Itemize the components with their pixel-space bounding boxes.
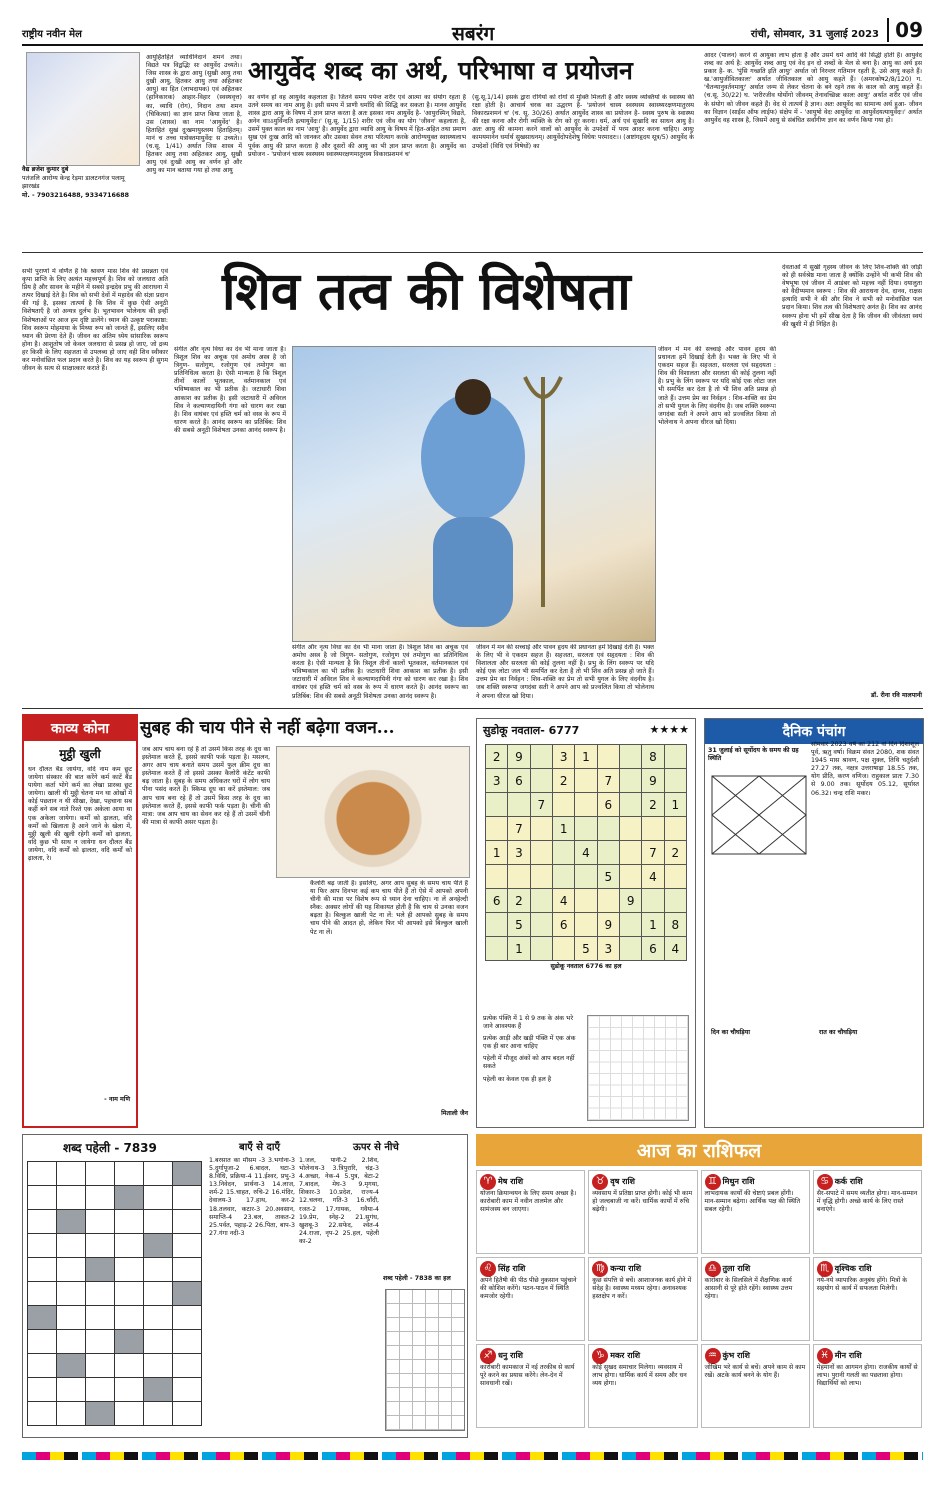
crossword-cell[interactable]	[115, 1378, 144, 1402]
zodiac-card	[476, 1344, 585, 1428]
paper-name: राष्ट्रीय नवीन मेल	[22, 29, 82, 40]
sudoku-cell[interactable]	[619, 769, 641, 793]
poem-body: धन दौलत बैंड जायेगा, वदि नाम कम छूट जायेगा संस्कार की बात करेंगे कर्म काटें बैंड पायेगा कर्ता भोगे कर्म का लेखा प्रारब्ध छूट जायेगा। खाली थी मुट्ठी चेतना मन था ओखों में कोई पछतान न थी सीखा, देखा, पहचाना सब कहीं बने सब नाते रिश्ते एक अकेला आया था एक अकेला जायेगा। कर्मों को ढ़ालता, वदि कर्मों को खिलाता है आने जाने के खेला में, मुट्ठी खुली की खुली रहेगी कर्मों को ढ़ालता, वदि कुछ भी साथ न जायेगा धन दौलत बैंड जायेगा, वदि कर्मों को ढ़ालता, वदि कर्मों को ढ़ालता, रे।	[28, 766, 132, 863]
crossword-row	[28, 1330, 202, 1354]
crossword-cell[interactable]	[173, 1402, 202, 1426]
crossword-cell[interactable]	[28, 1378, 57, 1402]
crossword-cell[interactable]	[86, 1258, 115, 1282]
poem-title: मुट्ठी खुली	[59, 747, 101, 761]
sudoku-cell[interactable]	[552, 937, 574, 961]
zodiac-name-text: कर्क राशि	[834, 1177, 863, 1186]
crossword-cell[interactable]	[86, 1378, 115, 1402]
zodiac-text: सैर-सपाटे में समय व्यतीत होगा। मान-सम्मान में वृद्धि होगी। अच्छे कार्य के लिए रास्ते बनाएंगे।	[816, 1190, 918, 1214]
zodiac-name	[592, 1261, 693, 1277]
sudoku-cell[interactable]	[597, 817, 619, 841]
zodiac-name-text: कन्या राशि	[610, 1264, 642, 1273]
choghadiya-night: रात का चौघड़िया	[819, 1029, 858, 1036]
sudoku-cell[interactable]	[664, 769, 686, 793]
sudoku-cell[interactable]	[575, 913, 597, 937]
crossword-box	[22, 1134, 468, 1438]
sudoku-cell[interactable]: 7	[642, 841, 664, 865]
sudoku-cell[interactable]	[575, 793, 597, 817]
zodiac-text: अपने हितैषी की पीठ पीछे नुकसान पहुंचाने की कोशिश करेंगे। पठन-पाठन में स्थिति कमजोर रहेगी।	[480, 1277, 577, 1301]
sudoku-cell[interactable]: 6	[642, 937, 664, 961]
sudoku-cell[interactable]	[552, 841, 574, 865]
sudoku-rule: पहेली का केवल एक ही हल है	[483, 1075, 552, 1083]
sudoku-cell[interactable]	[486, 793, 508, 817]
sudoku-cell[interactable]	[508, 865, 530, 889]
zodiac-name-text: मेष राशि	[498, 1177, 524, 1186]
crossword-row	[28, 1258, 202, 1282]
color-bar	[22, 1452, 923, 1460]
sudoku-cell[interactable]	[575, 865, 597, 889]
zodiac-icon: ♑	[592, 1348, 608, 1364]
zodiac-text: कुछ संपत्ति से बचें। आशाजनक कार्य होने में संदेह है। स्वास्थ्य मध्यम रहेगा। अनावश्यक हस्तक्षेप न करें।	[592, 1277, 692, 1301]
crossword-cell[interactable]	[57, 1210, 86, 1234]
dateline: रांची, सोमवार, 31 जुलाई 2023	[750, 29, 879, 40]
zodiac-card	[476, 1170, 585, 1254]
zodiac-card	[701, 1170, 810, 1254]
sudoku-cell[interactable]	[486, 937, 508, 961]
zodiac-icon: ♐	[480, 1348, 496, 1364]
down-clues: 1.जल, पानी-2 2.शिव, भोलेनाथ-3 3.त्रिपुरारि, चंद्र-3 4.अच्छा, नेक-4 5.पुत्र, बेटा-2 7.बादल, मेघ-3 9.मृगया, शिकार-3 10.प्रदेश, राज्य-4 12.चलना, गति-3 16.चाँदी, रजत-2 17.गायक, गवैया-4 19.प्रेम, स्नेह-2 21.सुगंध, खुशबू-3 22.सफेद, श्वेत-4 24.राजा, नृप-2 25.हल, पहेली का-2	[299, 1157, 379, 1245]
zodiac-name-text: मकर राशि	[610, 1351, 641, 1360]
sudoku-row	[486, 793, 687, 817]
shiva-title: शिव तत्व की विशेषता	[222, 261, 631, 322]
sudoku-cell[interactable]: 6	[552, 913, 574, 937]
sudoku-cell[interactable]	[486, 913, 508, 937]
zodiac-icon: ♈	[480, 1174, 496, 1190]
author-name: वैद्य ब्रजेश कुमार दुबे	[22, 166, 69, 173]
choghadiya-day: दिन का चौघड़िया	[711, 1029, 750, 1036]
sudoku-title-text: सुडोकू नवताल- 6777	[483, 724, 580, 737]
tea-col-2: कैलोरी बढ़ जाती है। इसलिए, अगर आप सुबह के समय चाय पीते हैं या फिर आप दिनभर कई कप चाय पीते हैं तो ऐसे में आपको अपनी चीनी की मात्रा पर विशेष रूप से ध्यान देना चाहिए। ना लें अनहेल्दी स्नैक: अक्सर लोगों की यह शिकायत होती है कि चाय से उनका वजन बढ़ता है। बिल्कुल खाली पेट ना लें: भले ही आपको सुबह के समय चाय पीने की आदत हो, लेकिन फिर भी आपको इसे बिल्कुल खाली पेट ना लें।	[310, 880, 468, 936]
shiva-col-3b: जीवन में मन की सच्चाई और पावन हृदय की प्रधानता हमें दिखाई देती है। भक्त के लिए भी वे एकदम सहज हैं। सहजता, सरलता एवं सहृदयता : शिव की विशालता और सरलता की कोई तुलना नहीं है। प्रभु के लिंग स्वरूप पर यदि कोई एक लोटा जल भी समर्पित कर देता है तो भी शिव अति प्रसन्न हो जाते हैं। उत्तम प्रेम का निर्वहन : शिव-शक्ति का प्रेम तो सभी युगल के लिए वंदनीय है। जब शक्ति स्वरूपा जगदंबा सती ने अपने आप को प्रज्वलित किया तो भोलेनाथ ने अपना धीरज खो दिया।	[476, 644, 654, 700]
sudoku-cell[interactable]	[508, 793, 530, 817]
sudoku-cell[interactable]: 2	[508, 889, 530, 913]
sudoku-cell[interactable]	[664, 889, 686, 913]
crossword-cell[interactable]	[115, 1330, 144, 1354]
crossword-cell[interactable]	[115, 1306, 144, 1330]
sudoku-cell[interactable]	[619, 865, 641, 889]
ayurveda-col-1: आयुर्हितहितं व्याधिनिदानं शमनं तथा। विद्यते यत्र विद्वद्भिः सः आयुर्वेद उच्यते।। जिस शास्त्र के द्वारा आयु (सुखी आयु तथा दुखी आयु, हितकर आयु तथा अहितकर आयु) का हित (लाभदायक) एवं अहितकर (हानिकारक) आहार-विहार (स्वस्थवृत्त) का, व्याधि (रोग), निदान तथा शमन (चिकित्सा) का ज्ञान प्राप्त किया जाता है, उस (शास्त्र) का नाम 'आयुर्वेद' है। हिताहितं सुखं दुःखमायुस्तस्य हिताहितम्। मानं च तच्च यत्रोक्तमायुर्वेदः स उच्यते।। (च.सू. 1/41) अर्थात जिस शास्त्र में हितकर आयु तथा अहितकर आयु, सुखी आयु एवं दुःखी आयु का वर्णन हो और आयु का मान बताया गया हो तथा आयु	[146, 54, 242, 175]
zodiac-name	[705, 1348, 806, 1364]
sudoku-cell[interactable]: 3	[597, 937, 619, 961]
panchang-text: सोमवार 2023 वर्ष का 212 वां दिन दिशाशूल पूर्व, ऋतु वर्षा। विक्रम संवत 2080, शक संवत 1945 मास श्रावण, पक्ष शुक्ल, तिथि चतुर्दशी 27.27 तक, नक्षत्र उत्तराषाढ़ा 18.55 तक, योग प्रीति, करण वणिज। राहुकाल प्रातः 7.30 से 9.00 तक। सूर्योदय 05.12, सूर्यास्त 06.32। चन्द्र राशि मकर।	[811, 741, 919, 797]
crossword-cell[interactable]	[144, 1282, 173, 1306]
sudoku-cell[interactable]: 6	[508, 769, 530, 793]
ayurveda-col-2: का वर्णन हो वह आयुर्वेद कहलाता है। जितने समय पर्यन्त शरीर एवं आत्मा का संयोग रहता है उतने समय का नाम आयु है। इसी समय में प्राणी धर्मादि की सिद्धि कर सकता है। मानव आयुर्वेद शास्त्र द्वारा आयु के विषय में ज्ञान प्राप्त करता है अतः इसका नाम आयुर्वेद है- 'आयुरस्मिन् विद्यते, अनेन वाऽऽयुर्विन्दति इत्यायुर्वेदः।' (सु.सू. 1/15) शरीर एवं जीव का योग 'जीवन' कहलाता है, उसमें युक्त काल का नाम 'आयु' है। आयुर्वेद द्वारा व्याधि आयु के विषय में हित-अहित तथा प्रमाण सुख एवं दुःख आदि को जानकर और उसका सेवन तथा परित्याग करके आरोग्ययुक्त स्वास्थ्यलाभ पूर्वक आयु की प्राप्त करता है और दूसरों की आयु का भी ज्ञान प्राप्त करता है। आयुर्वेद का प्रयोजन - 'प्रयोजनं चास्य स्वस्थस्य स्वास्थ्यरक्षणमातुरस्य विकारप्रशमनं च'	[248, 94, 466, 158]
crossword-cell[interactable]	[115, 1234, 144, 1258]
sudoku-cell[interactable]	[619, 817, 641, 841]
zodiac-card	[813, 1170, 922, 1254]
zodiac-name	[817, 1261, 918, 1277]
crossword-cell[interactable]	[115, 1402, 144, 1426]
rashifal-box	[476, 1134, 922, 1436]
zodiac-name-text: कुंभ राशि	[722, 1351, 750, 1360]
crossword-cell[interactable]	[173, 1258, 202, 1282]
shiva-col-4: देवताओं में सुखी गृहस्थ जीवन के लिए शिव-शक्ति की जोड़ी को ही सर्वश्रेष्ठ माना जाता है क्योंकि उन्होंने भी कभी शिव की वेषभूषा एवं जीवन में आडंबर को महत्त्व नहीं दिया। दयालुता को वैदीप्यमान स्वरूप : शिव की आराधना देव, दानव, राक्षस इत्यादि सभी ने की और शिव ने सभी को मनोवांछित फल प्रदान किया। शिव तत्व की विशेषताएं अनंत है। शिव का आनंद स्वरूप होना भी हमें सीख देता है कि जीवन की जीवंतता स्वयं की खुशी में ही निहित है।	[782, 264, 922, 328]
crossword-cell[interactable]	[173, 1162, 202, 1186]
zodiac-icon: ♎	[705, 1261, 721, 1277]
tea-title: सुबह की चाय पीने से नहीं बढ़ेगा वजन...	[140, 718, 395, 738]
zodiac-name-text: मिथुन राशि	[722, 1177, 755, 1186]
zodiac-text: योजना क्रियान्वयन के लिए समय अच्छा है। कारोबारी काम में नवीन तालमेल और सामंजस्य बन जाएगा।	[480, 1190, 577, 1214]
zodiac-icon: ♉	[592, 1174, 608, 1190]
sudoku-cell[interactable]: 1	[575, 745, 597, 769]
crossword-cell[interactable]	[86, 1162, 115, 1186]
crossword-cell[interactable]	[144, 1186, 173, 1210]
sudoku-cell[interactable]: 5	[508, 913, 530, 937]
shiva-col-2: संगीत और नृत्य विधा का देव भी माना जाता है। त्रिशूल शिव का अचूक एवं अमोघ अस्त्र है जो त्रिगुण- सतोगुण, रजोगुण एवं तमोगुण का प्रतिनिधित्व करता है। ऐसी मान्यता है कि त्रिशूल तीनों कालों भूतकाल, वर्तमानकाल एवं भविष्यकाल का भी प्रतीक है। जटाधारी शिवा आकाश का प्रतीक है। इसी जटाधारी में अविरल शिव ने कल्याणदायिनी गंगा को धारण कर रखा है। शिव वाघंबर एवं हस्ति चर्म को वस्त्र के रूप में धारण करते है। आनंद स्वरूप का प्रतिबिंब: शिव की सबसे अनूठी विशेषता उनका आनंद स्वरूप है।	[174, 346, 286, 434]
tea-col-1: जब आप चाय बना रहे हैं तो उसमें किस तरह के दूध का इस्तेमाल करते हैं, इससे काफी फर्क पड़ता है। मसलन, अगर आप चाय बनाते समय उसमें फुल क्रीम दूध का इस्तेमाल करते हैं तो इससे उसका कैलोरी कंटेंट काफी बढ़ जाता है। सुबह के समय अधिकतर घरों में लोग चाय पीना पसंद करते हैं। स्किम्ड दूध का करें इस्तेमाल: जब आप चाय बना रहे हैं तो उसमें किस तरह के दूध का इस्तेमाल करते हैं, इससे काफी फर्क पड़ता है। चीनी की मात्रा: जब आप चाय का सेवन कर रहे हैं तो उसमें चीनी की मात्रा से काफी असर पड़ता है।	[142, 746, 270, 826]
sudoku-cell[interactable]	[530, 817, 552, 841]
sudoku-cell[interactable]	[664, 817, 686, 841]
sudoku-cell[interactable]: 5	[597, 865, 619, 889]
zodiac-text: लाभदायक कार्यों की चेष्टाएं प्रबल होंगी। मान-सम्मान बढ़ेगा। आर्थिक पक्ष की स्थिति सबल रहेगी।	[704, 1190, 801, 1214]
sudoku-row	[486, 817, 687, 841]
sudoku-cell[interactable]	[530, 937, 552, 961]
crossword-row	[28, 1186, 202, 1210]
crossword-cell[interactable]	[173, 1210, 202, 1234]
crossword-row	[28, 1378, 202, 1402]
sudoku-rules	[483, 1015, 579, 1084]
sudoku-cell[interactable]	[486, 817, 508, 841]
crossword-cell[interactable]	[173, 1330, 202, 1354]
sudoku-cell[interactable]	[486, 865, 508, 889]
zodiac-name	[480, 1348, 581, 1364]
across-title: बाएँ से दाएँ	[239, 1142, 280, 1153]
crossword-grid[interactable]	[27, 1161, 202, 1426]
sudoku-cell[interactable]: 4	[575, 841, 597, 865]
crossword-row	[28, 1354, 202, 1378]
masthead	[22, 18, 923, 46]
crossword-cell[interactable]	[57, 1402, 86, 1426]
shiva-col-1: सभी पुराणों में वर्णित है कि श्रावण मास शिव की प्रसन्नता एवं कृपा प्राप्ति के लिए अत्यंत महत्त्वपूर्ण है। शिव को जलधारा अति प्रिय है और सावन के महीने में सबसे इन्द्रदेव प्रभु की आराधना में तत्पर दिखाई देते है। शिव को सभी देवों में महादेव की संज्ञा प्रदान की गई है, इसका तात्पर्य है कि शिव में कुछ ऐसी अनूठी विशेषताएँ है जो अन्यत्र दुर्लभ है। भूतभावन भोलेनाथ की इन्हीं विशेषताओं पर आज हम दृष्टि डालेंगे। ध्यान की उत्कृष्ट पराकाष्ठा: शिव स्वरूप मोहमाया के मिथ्या रूप को जानते हैं, इसलिए सदैव ध्यान की प्रेरणा देते हैं। जीवन का अंतिम ध्येय सांसारिक स्वरूप होना है। आशुतोष जो केवल जलधारा से प्रसन्न हो जाए, जो द्रव्य हर किसी के लिए सहजता से उपलब्ध हो जाए वही शिव स्वीकार कर मनोवांछित फल प्रदान करते है। शिव का यह स्वरूप ही सुगम जीवन के सत्य से साक्षात्कार कराते हैं।	[22, 268, 168, 373]
zodiac-card	[588, 1170, 697, 1254]
sudoku-cell[interactable]: 4	[664, 937, 686, 961]
panchang-title: दैनिक पंचांग	[705, 719, 923, 744]
ayurveda-col-4: आदर (पालन) करने से आयुका लाभ होता है और उसमें धर्म आदि की सिद्धी होती है। आयुर्वेद शब्द का अर्थ है: आयुर्वेद शब्द आयु एवं वेद इन दो शब्दों के मेल से बना है। आयु का अर्थ इस प्रकार है- क. 'पुंसि गच्छति इति आयुः' अर्थात जो निरन्तर गतिमान रहती है, उसे आयु कहते हैं। ख.'आयुजीवितकालः' अर्थात जीवितकाल को आयु कहते हैं। (अमरकोष2/8/120) ग. 'चैतन्यानुवर्तनमायुः' अर्थात जन्म से लेकर चेतना के बने रहने तक के काल को आयु कहते हैं। (च.सू. 30/22) घ. 'शरीरजीव योर्योगो जीवनम् तेनावच्छिन्नः कालः आयुः' अर्थात शरीर एवं जीव के संयोग को जीवन कहते हैं। वेद से तात्पर्य है ज्ञान। अतः आयुर्वेद का सामान्य अर्थ हुआ- जीवन का विज्ञान (साईंस ऑफ लाईफ) संक्षेप में - 'आयुषो वेदः आयुर्वेदः वा आयुर्वेदयत्यायुर्वेदः।' अर्थात आयुर्वेद वह शास्त्र है, जिसमें आयु से संबंधित सर्वांगीण ज्ञान का वर्णन किया गया हो।	[704, 52, 922, 124]
sudoku-rule: प्रत्येक आड़ी और खड़ी पंक्ति में एक अंक एक ही बार आना चाहिए	[483, 1035, 576, 1051]
zodiac-grid	[476, 1170, 922, 1428]
sudoku-cell[interactable]	[664, 745, 686, 769]
zodiac-name-text: तुला राशि	[722, 1264, 751, 1273]
sudoku-cell[interactable]	[619, 913, 641, 937]
crossword-cell[interactable]	[28, 1258, 57, 1282]
sudoku-level: ★★★★	[649, 723, 689, 736]
zodiac-icon: ♌	[480, 1261, 496, 1277]
crossword-cell[interactable]	[115, 1162, 144, 1186]
crossword-cell[interactable]	[173, 1282, 202, 1306]
page-number: 09	[887, 18, 923, 42]
crossword-cell[interactable]	[115, 1282, 144, 1306]
crossword-cell[interactable]	[28, 1330, 57, 1354]
sudoku-cell[interactable]	[642, 817, 664, 841]
zodiac-icon: ♍	[592, 1261, 608, 1277]
crossword-answer-grid	[385, 1289, 465, 1431]
crossword-cell[interactable]	[86, 1282, 115, 1306]
sudoku-cell[interactable]: 8	[642, 745, 664, 769]
crossword-row	[28, 1210, 202, 1234]
across-clues: 1.बरसात का मौसम -3 3.भगोना-3 5.दुर्गापूजा-2 6.बादल, घटा-3 8.विधि, प्रक्रिया-4 11.ईश्वर, प्रभु-3 13.निवेदन, प्रार्थना-3 14.लाज, शर्म-2 15.चाहत, रुचि-2 16.मंदिर, देवालय-3 17.हाथ, कर-2 18.तलवार, कटार-3 20.अवसान, समाप्ति-4 23.बल, ताकत-2 25.पर्वत, पहाड़-2 26.पिता, बाप-3 27.गंगा नदी-3	[209, 1157, 295, 1237]
sudoku-row	[486, 865, 687, 889]
sudoku-cell[interactable]	[530, 913, 552, 937]
crossword-cell[interactable]	[28, 1210, 57, 1234]
crossword-row	[28, 1306, 202, 1330]
sudoku-grid[interactable]	[485, 744, 687, 961]
crossword-cell[interactable]	[86, 1402, 115, 1426]
sudoku-cell[interactable]: 3	[552, 745, 574, 769]
sudoku-cell[interactable]: 1	[642, 913, 664, 937]
poem-author: - नाम मणि	[104, 1096, 130, 1103]
sudoku-cell[interactable]: 4	[642, 865, 664, 889]
zodiac-text: नये-नये व्यापारिक अनुबंध होंगे। मित्रों के सहयोग से कार्य में सफलता मिलेगी।	[816, 1277, 908, 1293]
sudoku-cell[interactable]	[642, 889, 664, 913]
sudoku-cell[interactable]: 7	[530, 793, 552, 817]
crossword-title: शब्द पहेली - 7839	[63, 1141, 157, 1155]
crossword-cell[interactable]	[57, 1282, 86, 1306]
crossword-cell[interactable]	[57, 1186, 86, 1210]
poem-header: काव्य कोना	[24, 716, 136, 741]
zodiac-name-text: मीन राशि	[834, 1351, 862, 1360]
sudoku-cell[interactable]	[575, 769, 597, 793]
crossword-cell[interactable]	[57, 1330, 86, 1354]
crossword-cell[interactable]	[173, 1378, 202, 1402]
sudoku-rule: पहेली में मौजूद अंकों को आप बदल नहीं सकते	[483, 1055, 575, 1071]
sudoku-cell[interactable]: 2	[486, 745, 508, 769]
crossword-cell[interactable]	[57, 1258, 86, 1282]
sudoku-answer-grid	[587, 1015, 689, 1121]
crossword-cell[interactable]	[173, 1186, 202, 1210]
sudoku-rule: प्रत्येक पंक्ति में 1 से 9 तक के अंक भरे जाने आवश्यक हैं	[483, 1015, 574, 1031]
sudoku-row	[486, 769, 687, 793]
zodiac-icon: ♏	[817, 1261, 833, 1277]
sudoku-cell[interactable]	[530, 745, 552, 769]
sudoku-cell[interactable]: 5	[575, 937, 597, 961]
panchang-subtitle: 31 जुलाई को सूर्योदय के समय की ग्रह स्थिति	[708, 747, 799, 763]
zodiac-card	[701, 1344, 810, 1428]
sudoku-cell[interactable]: 8	[664, 913, 686, 937]
sudoku-cell[interactable]: 1	[552, 817, 574, 841]
zodiac-name-text: धनु राशि	[498, 1351, 524, 1360]
divider	[22, 252, 923, 253]
zodiac-icon: ♋	[817, 1174, 833, 1190]
crossword-cell[interactable]	[28, 1234, 57, 1258]
tea-image	[276, 746, 470, 878]
zodiac-icon: ♊	[705, 1174, 721, 1190]
crossword-cell[interactable]	[144, 1402, 173, 1426]
divider	[22, 708, 923, 709]
crossword-cell[interactable]	[86, 1210, 115, 1234]
sudoku-box	[476, 718, 696, 1128]
sudoku-cell[interactable]: 2	[664, 841, 686, 865]
sudoku-cell[interactable]: 6	[486, 889, 508, 913]
sudoku-cell[interactable]: 4	[552, 889, 574, 913]
crossword-cell[interactable]	[28, 1162, 57, 1186]
sudoku-cell[interactable]	[575, 889, 597, 913]
crossword-cell[interactable]	[144, 1162, 173, 1186]
crossword-row	[28, 1402, 202, 1426]
crossword-cell[interactable]	[144, 1210, 173, 1234]
ayurveda-col-3: (सु.सू.1/14) इसके द्वारा रोगियों को रोगों से मुक्ति मिलती है और स्वस्थ व्यक्तियों के स्वास्थ्य की रक्षा होती है। आचार्य चरक का उद्धरण है- 'प्रयोजनं चास्य स्वस्थस्य स्वास्थ्यरक्षणमातुरस्य विकारप्रशमनं च' (च. सू. 30/26) अर्थात आयुर्वेद शास्त्र का प्रयोजन है- स्वस्थ पुरुष के स्वास्थ्य की रक्षा करना और रोगी व्यक्ति के रोग को दूर करना। धर्म, अर्थ एवं सुखादि का साधन आयु है। अतः आयु की कामना करने वालों को आयुर्वेद के उपदेशों में परम आदर करना चाहिए। आयुः कामयमानेन धर्मार्थ सुखसाधनम्। आयुर्वेदोपदेशेषु विधेयः परमादरः।। (अष्टांगहृदय सूत्र/5) आयुर्वेद के उपदेशों (विधि एवं निषेधों) का	[472, 94, 694, 150]
crossword-cell[interactable]	[115, 1354, 144, 1378]
sudoku-row	[486, 937, 687, 961]
crossword-row	[28, 1234, 202, 1258]
crossword-cell[interactable]	[115, 1186, 144, 1210]
zodiac-text: मेहमानों का आगमन होगा। राजकीय कार्यों से लाभ। पुरानी गलती का पछतावा होगा। विद्यार्थियों को लाभ।	[816, 1364, 918, 1388]
sudoku-cell[interactable]: 9	[619, 889, 641, 913]
sudoku-row	[486, 913, 687, 937]
zodiac-text: जोखिम भरे कार्य से बचें। अपने काम से काम रखें। अटके कार्य बनने के योग हैं।	[704, 1364, 806, 1380]
sudoku-cell[interactable]	[552, 793, 574, 817]
crossword-cell[interactable]	[173, 1234, 202, 1258]
crossword-cell[interactable]	[144, 1258, 173, 1282]
sudoku-cell[interactable]	[530, 889, 552, 913]
sudoku-row	[486, 841, 687, 865]
section-name: सबरंग	[452, 23, 495, 45]
sudoku-cell[interactable]: 1	[508, 937, 530, 961]
sudoku-cell[interactable]	[597, 841, 619, 865]
sudoku-cell[interactable]: 7	[597, 769, 619, 793]
crossword-cell[interactable]	[173, 1354, 202, 1378]
zodiac-card	[588, 1257, 697, 1341]
crossword-cell[interactable]	[115, 1258, 144, 1282]
crossword-row	[28, 1282, 202, 1306]
sudoku-cell[interactable]	[552, 865, 574, 889]
sudoku-cell[interactable]	[619, 793, 641, 817]
crossword-cell[interactable]	[144, 1354, 173, 1378]
sudoku-answer-title: सुडोकू नवताल 6776 का हल	[550, 963, 622, 970]
author-phone: मो. - 7903216488, 9334716688	[22, 192, 129, 199]
shiva-illustration	[293, 347, 655, 641]
crossword-cell[interactable]	[144, 1330, 173, 1354]
zodiac-card	[701, 1257, 810, 1341]
sudoku-cell[interactable]: 9	[508, 745, 530, 769]
sudoku-cell[interactable]: 3	[486, 769, 508, 793]
sudoku-cell[interactable]	[664, 865, 686, 889]
sudoku-cell[interactable]: 6	[597, 793, 619, 817]
sudoku-cell[interactable]	[619, 841, 641, 865]
rashifal-title: आज का राशिफल	[476, 1134, 922, 1166]
zodiac-card	[588, 1344, 697, 1428]
zodiac-name	[592, 1174, 693, 1190]
shiva-image	[292, 346, 656, 642]
crossword-cell[interactable]	[57, 1234, 86, 1258]
zodiac-text: कारोबार के सिलसिले में शैक्षणिक कार्य आसानी से पूरे होते रहेंगे। स्वास्थ्य उत्तम रहेगा।	[704, 1277, 793, 1301]
crossword-cell[interactable]	[86, 1330, 115, 1354]
author-desig: पतंजलि आरोग्य केन्द्र रेड़मा डालटनगंज पलामू झारखंड	[22, 175, 125, 191]
shiva-col-2b: संगीत और नृत्य विधा का देव भी माना जाता है। त्रिशूल शिव का अचूक एवं अमोघ अस्त्र है जो त्रिगुण- सतोगुण, रजोगुण एवं तमोगुण का प्रतिनिधित्व करता है। ऐसी मान्यता है कि त्रिशूल तीनों कालों भूतकाल, वर्तमानकाल एवं भविष्यकाल का भी प्रतीक है। जटाधारी शिवा आकाश का प्रतीक है। इसी जटाधारी में अविरल शिव ने कल्याणदायिनी गंगा को धारण कर रखा है। शिव वाघंबर एवं हस्ति चर्म को वस्त्र के रूप में धारण करते है। आनंद स्वरूप का प्रतिबिंब: शिव की सबसे अनूठी विशेषता उनका आनंद स्वरूप है।	[292, 644, 468, 700]
crossword-cell[interactable]	[115, 1210, 144, 1234]
sudoku-cell[interactable]	[597, 745, 619, 769]
sudoku-cell[interactable]: 9	[597, 913, 619, 937]
sudoku-cell[interactable]: 7	[508, 817, 530, 841]
zodiac-card	[813, 1257, 922, 1341]
zodiac-name	[480, 1261, 581, 1277]
shiva-col-3: जीवन में मन की सच्चाई और पावन हृदय की प्रधानता हमें दिखाई देती है। भक्त के लिए भी वे एकदम सहज हैं। सहजता, सरलता एवं सहृदयता : शिव की विशालता और सरलता की कोई तुलना नहीं है। प्रभु के लिंग स्वरूप पर यदि कोई एक लोटा जल भी समर्पित कर देता है तो भी शिव अति प्रसन्न हो जाते हैं। उत्तम प्रेम का निर्वहन : शिव-शक्ति का प्रेम तो सभी युगल के लिए वंदनीय है। जब शक्ति स्वरूपा जगदंबा सती ने अपने आप को प्रज्वलित किया तो भोलेनाथ ने अपना धीरज खो दिया।	[658, 346, 776, 426]
zodiac-text: कारोबारी कामकाज में नई तरकीब से कार्य पूरे करने का प्रयास करेंगे। लेन-देन में सावधानी रखें।	[480, 1364, 575, 1388]
sudoku-cell[interactable]	[619, 745, 641, 769]
tea-author: मिताली जैन	[441, 1110, 468, 1117]
crossword-cell[interactable]	[86, 1234, 115, 1258]
crossword-cell[interactable]	[144, 1378, 173, 1402]
zodiac-name	[817, 1174, 918, 1190]
sudoku-cell[interactable]: 1	[486, 841, 508, 865]
crossword-row	[28, 1162, 202, 1186]
sudoku-cell[interactable]: 9	[642, 769, 664, 793]
sudoku-cell[interactable]: 1	[664, 793, 686, 817]
sudoku-title	[477, 719, 695, 742]
panchang-box	[704, 718, 924, 1128]
zodiac-card	[476, 1257, 585, 1341]
crossword-cell[interactable]	[28, 1186, 57, 1210]
sudoku-cell[interactable]	[530, 769, 552, 793]
crossword-answer-title: शब्द पहेली - 7838 का हल	[383, 1275, 451, 1282]
author-photo	[26, 52, 140, 166]
zodiac-name	[817, 1348, 918, 1364]
zodiac-icon: ♒	[705, 1348, 721, 1364]
ayurveda-title: आयुर्वेद शब्द का अर्थ, परिभाषा व प्रयोजन	[248, 56, 633, 85]
crossword-cell[interactable]	[28, 1282, 57, 1306]
sudoku-cell[interactable]	[597, 889, 619, 913]
crossword-cell[interactable]	[86, 1186, 115, 1210]
crossword-cell[interactable]	[86, 1306, 115, 1330]
zodiac-text: व्यवसाय में प्रतिष्ठा प्राप्त होगी। कोई भी काम हो जल्दबाजी ना करें। धार्मिक कार्यों में रुचि बढ़ेगी।	[592, 1190, 693, 1214]
shiva-author: डॉ. रीना रवि मालपानी	[870, 692, 922, 699]
horoscope-chart	[711, 775, 807, 855]
sudoku-cell[interactable]: 3	[508, 841, 530, 865]
zodiac-name	[480, 1174, 581, 1190]
crossword-cell[interactable]	[144, 1306, 173, 1330]
sudoku-cell[interactable]: 2	[552, 769, 574, 793]
down-title: ऊपर से नीचे	[353, 1142, 399, 1153]
crossword-cell[interactable]	[57, 1378, 86, 1402]
crossword-cell[interactable]	[28, 1354, 57, 1378]
crossword-cell[interactable]	[57, 1354, 86, 1378]
crossword-cell[interactable]	[28, 1402, 57, 1426]
sudoku-cell[interactable]	[530, 841, 552, 865]
zodiac-icon: ♓	[817, 1348, 833, 1364]
crossword-cell[interactable]	[86, 1354, 115, 1378]
crossword-cell[interactable]	[57, 1162, 86, 1186]
zodiac-text: कोई सुखद समाचार मिलेगा। व्यवसाय में लाभ होगा। धार्मिक कार्य में समय और धन व्यय होगा।	[592, 1364, 687, 1388]
sudoku-row	[486, 745, 687, 769]
crossword-cell[interactable]	[28, 1306, 57, 1330]
sudoku-cell[interactable]	[575, 817, 597, 841]
zodiac-name	[705, 1174, 806, 1190]
crossword-cell[interactable]	[144, 1234, 173, 1258]
zodiac-name	[592, 1348, 693, 1364]
crossword-cell[interactable]	[173, 1306, 202, 1330]
sudoku-row	[486, 889, 687, 913]
poem-box	[22, 714, 138, 1128]
sudoku-cell[interactable]	[530, 865, 552, 889]
sudoku-cell[interactable]	[619, 937, 641, 961]
zodiac-name-text: वृष राशि	[610, 1177, 635, 1186]
zodiac-name-text: वृश्चिक राशि	[834, 1264, 872, 1273]
sudoku-cell[interactable]: 2	[642, 793, 664, 817]
zodiac-name-text: सिंह राशि	[498, 1264, 526, 1273]
zodiac-name	[705, 1261, 806, 1277]
crossword-cell[interactable]	[57, 1306, 86, 1330]
zodiac-card	[813, 1344, 922, 1428]
